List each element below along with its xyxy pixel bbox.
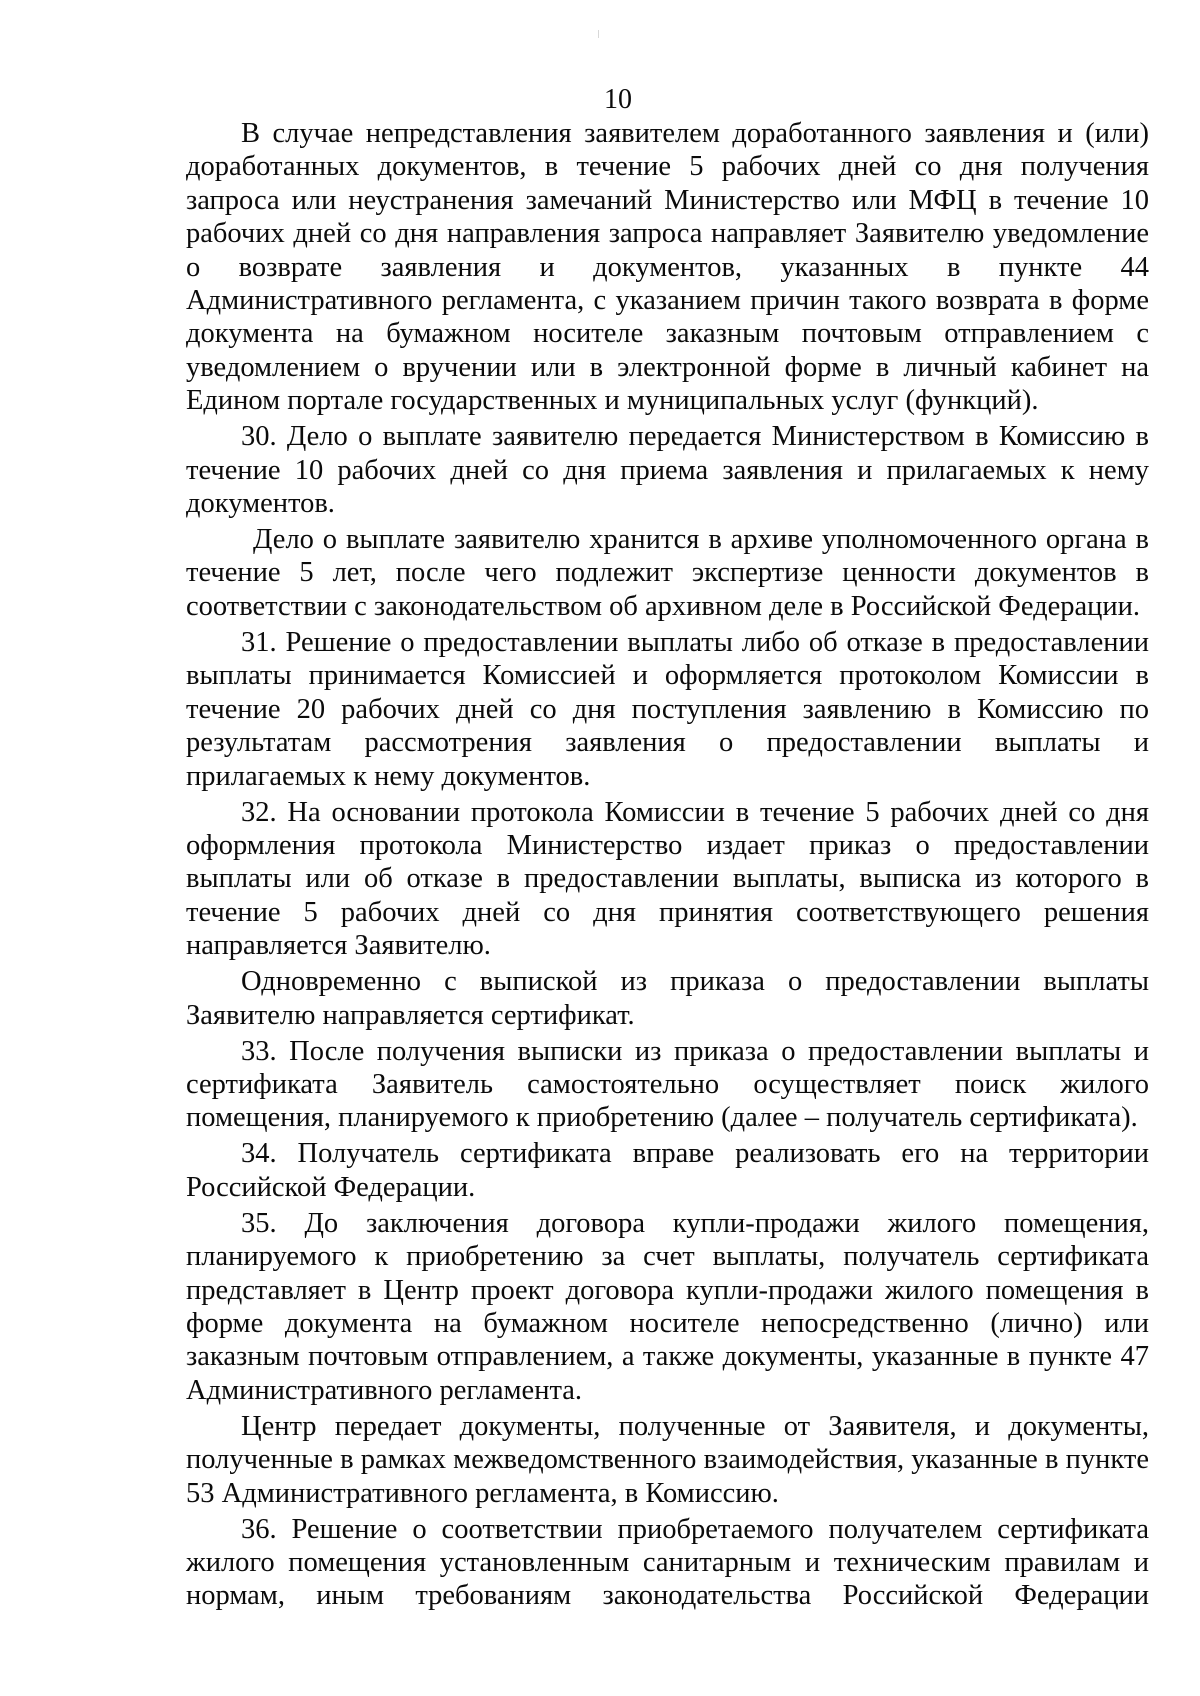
page-number: 10 bbox=[604, 84, 632, 115]
paragraph-item-30: 30. Дело о выплате заявителю передается Министерством в Комиссию в течение 10 рабочих дней со дня приема заявления и прилагаемых к нему документов. bbox=[186, 421, 1149, 520]
paragraph-item-31: 31. Решение о предоставлении выплаты либо об отказе в предоставлении выплаты принимается Комиссией и оформляется протоколом Комиссии в течение 20 рабочих дней со дня поступления заявлению в Комиссию по результатам рассмотрения заявления о предоставлении выплаты и прилагаемых к нему документов. bbox=[186, 626, 1149, 792]
document-body bbox=[186, 117, 1149, 1615]
paragraph-item-33: 33. После получения выписки из приказа о предоставлении выплаты и сертификата Заявитель самостоятельно осуществляет поиск жилого помещения, планируемого к приобретению (далее – получатель сертификата). bbox=[186, 1035, 1149, 1134]
paragraph-item-35: 35. До заключения договора купли-продажи жилого помещения, планируемого к приобретению за счет выплаты, получатель сертификата представляет в Центр проект договора купли-продажи жилого помещения в форме документа на бумажном носителе непосредственно (лично) или заказным почтовым отправлением, а также документы, указанные в пункте 47 Административного регламента. bbox=[186, 1207, 1149, 1406]
paragraph-return-notice: В случае непредставления заявителем доработанного заявления и (или) доработанных документов, в течение 5 рабочих дней со дня получения запроса или неустранения замечаний Министерство или МФЦ в течение 10 рабочих дней со дня направления запроса направляет Заявителю уведомление о возврате заявления и документов, указанных в пункте 44 Административного регламента, с указанием причин такого возврата в форме документа на бумажном носителе заказным почтовым отправлением с уведомлением о вручении или в электронной форме в личный кабинет на Едином портале государственных и муниципальных услуг (функций). bbox=[186, 118, 1149, 417]
scan-artifact bbox=[598, 30, 599, 38]
paragraph-certificate-issued: Одновременно с выпиской из приказа о предоставлении выплаты Заявителю направляется сертификат. bbox=[186, 966, 1149, 1031]
paragraph-item-36: 36. Решение о соответствии приобретаемого получателем сертификата жилого помещения установленным санитарным и техническим правилам и нормам, иным требованиям законодательства Российской Федерации bbox=[186, 1513, 1149, 1612]
paragraph-item-34: 34. Получатель сертификата вправе реализовать его на территории Российской Федерации. bbox=[186, 1138, 1149, 1203]
paragraph-center-transfer: Центр передает документы, полученные от Заявителя, и документы, полученные в рамках межведомственного взаимодействия, указанные в пункте 53 Административного регламента, в Комиссию. bbox=[186, 1410, 1149, 1509]
paragraph-archive-storage: Дело о выплате заявителю хранится в архиве уполномоченного органа в течение 5 лет, после чего подлежит экспертизе ценности документов в соответствии с законодательством об архивном деле в Российской Федерации. bbox=[186, 524, 1149, 622]
paragraph-item-32: 32. На основании протокола Комиссии в течение 5 рабочих дней со дня оформления протокола Министерство издает приказ о предоставлении выплаты или об отказе в предоставлении выплаты, выписка из которого в течение 5 рабочих дней со дня принятия соответствующего решения направляется Заявителю. bbox=[186, 796, 1149, 962]
